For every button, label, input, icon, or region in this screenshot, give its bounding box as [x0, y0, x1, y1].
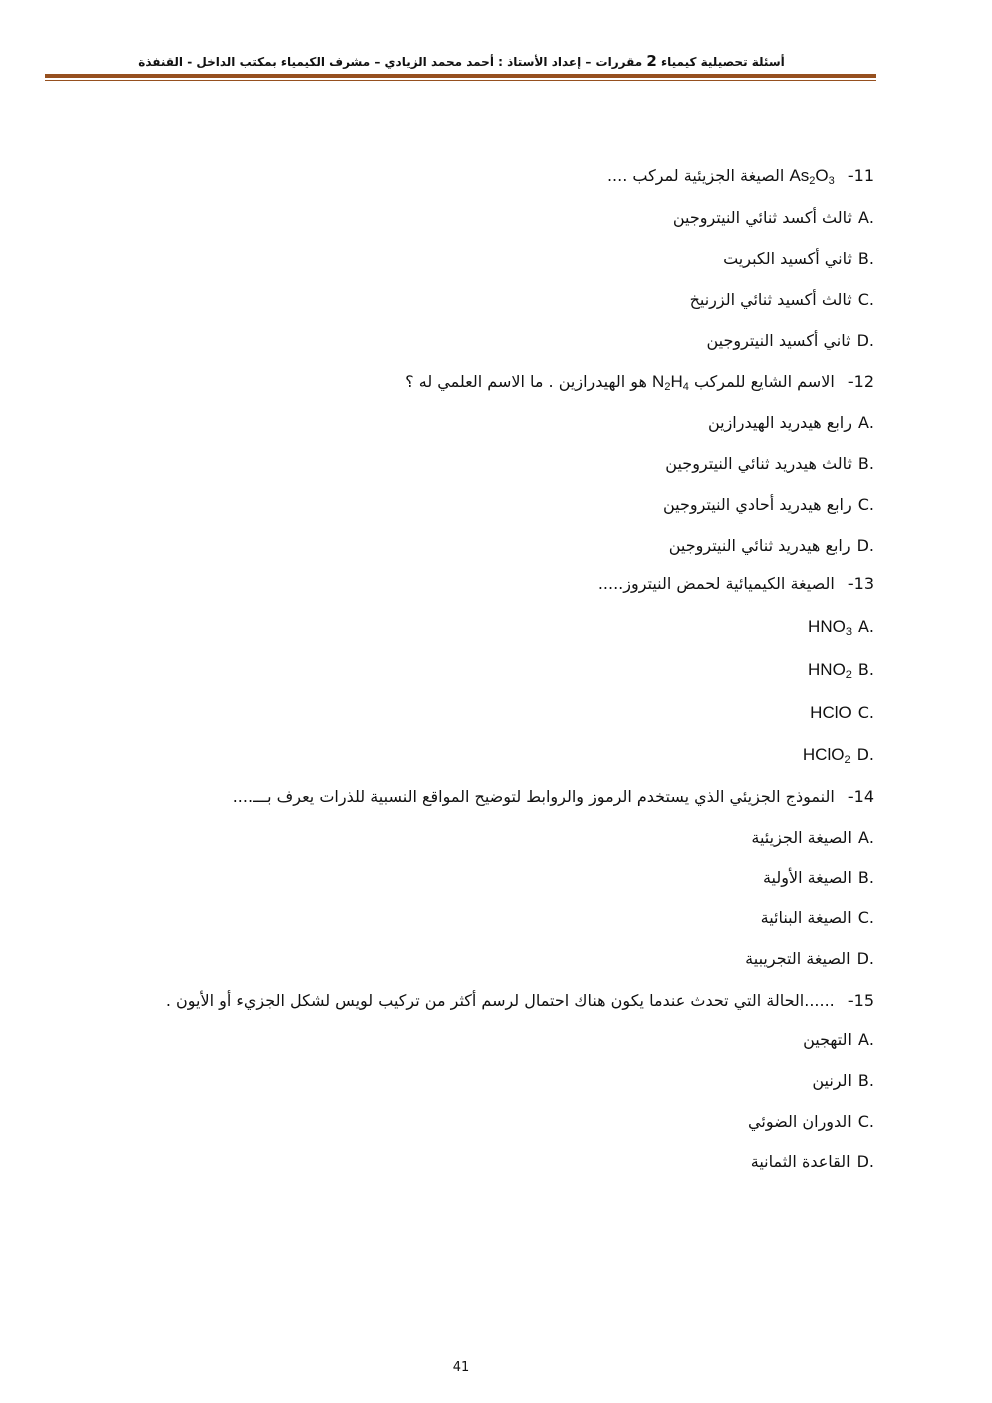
question-number: 15-	[847, 991, 874, 1010]
option-12-b: .Bثالث هيدريد ثنائي النيتروجين	[665, 454, 874, 473]
option-11-c: .Cثالث أكسيد ثنائي الزرنيخ	[689, 290, 874, 309]
option-13-d: .DHClO$_2$	[802, 745, 874, 766]
question-text-after: هو الهيدرازين . ما الاسم العلمي له ؟	[405, 372, 647, 391]
option-11-a: .Aثالث أكسد ثنائي النيتروجين	[672, 208, 874, 227]
header-rule-thin	[45, 80, 876, 81]
header-author: مقررات – إعداد الأستاذ : أحمد محمد الزيادي – مشرف الكيمياء بمكتب الداخل - القنفذة	[138, 55, 643, 69]
option-14-c: .Cالصيغة البنائية	[760, 908, 874, 927]
option-15-d: .Dالقاعدة الثمانية	[750, 1152, 874, 1171]
option-15-b: .Bالرنين	[812, 1071, 874, 1090]
header-course-number: 2	[646, 52, 657, 70]
option-15-c: .Cالدوران الضوئي	[748, 1112, 874, 1131]
question-number: 13-	[847, 574, 874, 593]
chem-formula: $N_2H_4$	[652, 372, 689, 393]
page-number: 41	[452, 1360, 470, 1375]
option-11-d: .Dثاني أكسيد النيتروجين	[706, 331, 874, 350]
option-12-c: .Cرابع هيدريد أحادي النيتروجين	[662, 495, 874, 514]
chem-formula: $As_2O_3$	[789, 166, 835, 187]
page-header	[48, 52, 875, 70]
question-12	[405, 372, 874, 392]
question-14	[233, 787, 874, 807]
question-13	[598, 574, 874, 594]
header-title: أسئلة تحصيلية كيمياء	[660, 55, 785, 69]
question-number: 12-	[847, 372, 874, 391]
question-11	[607, 166, 874, 186]
header-rule-thick	[45, 74, 876, 78]
option-14-b: .Bالصيغة الأولية	[762, 868, 874, 887]
option-14-a: .Aالصيغة الجزيئية	[751, 828, 874, 847]
option-13-b: $.BHNO_2$	[808, 660, 874, 681]
question-number: 14-	[847, 787, 874, 806]
question-15	[166, 991, 874, 1011]
option-11-b: .Bثاني أكسيد الكبريت	[723, 249, 874, 268]
question-text: ......الحالة التي تحدث عندما يكون هناك احتمال لرسم أكثر من تركيب لويس لشكل الجزيء أو الأيون .	[165, 991, 835, 1010]
question-text: النموذج الجزيئي الذي يستخدم الرموز والروابط لتوضيح المواقع النسبية للذرات يعرف بـــ....	[232, 787, 835, 806]
option-12-d: .Dرابع هيدريد ثنائي النيتروجين	[668, 536, 874, 555]
question-text-before: الاسم الشايع للمركب	[693, 372, 835, 391]
option-14-d: .Dالصيغة التجريبية	[745, 949, 874, 968]
option-13-c: .CHClO	[810, 703, 874, 722]
question-text: الصيغة الكيميائية لحمض النيتروز.....	[597, 574, 835, 593]
option-13-a: $.AHNO_3$	[808, 617, 874, 638]
option-12-a: .Aرابع هيدريد الهيدرازين	[707, 413, 874, 432]
question-text: الصيغة الجزيئية لمركب ....	[606, 166, 785, 185]
question-number: 11-	[847, 166, 874, 185]
option-15-a: .Aالتهجين	[803, 1030, 874, 1049]
